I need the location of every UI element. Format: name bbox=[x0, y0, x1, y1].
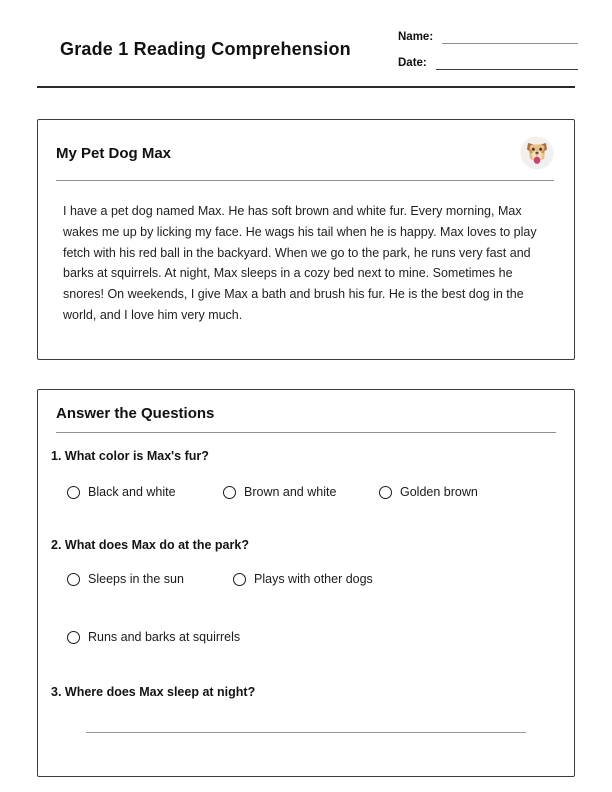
option-label: Golden brown bbox=[400, 485, 478, 499]
questions-title-divider bbox=[56, 432, 556, 433]
radio-circle-icon bbox=[67, 631, 80, 644]
date-label: Date: bbox=[398, 57, 427, 69]
option-label: Sleeps in the sun bbox=[88, 572, 184, 586]
header-divider bbox=[37, 86, 575, 88]
header bbox=[0, 0, 612, 70]
radio-option-q1-brown-and-white[interactable] bbox=[223, 485, 379, 499]
question-1-options bbox=[67, 485, 561, 499]
radio-circle-icon bbox=[67, 486, 80, 499]
option-label: Brown and white bbox=[244, 485, 337, 499]
passage-title: My Pet Dog Max bbox=[56, 144, 172, 162]
question-2-label: 2. What does Max do at the park? bbox=[51, 538, 249, 552]
name-row bbox=[398, 31, 578, 44]
question-3-label: 3. Where does Max sleep at night? bbox=[51, 685, 256, 699]
page-title: Grade 1 Reading Comprehension bbox=[60, 39, 351, 59]
radio-option-q2-runs-and-barks[interactable] bbox=[67, 630, 240, 644]
questions-section-title: Answer the Questions bbox=[56, 405, 215, 422]
option-label: Plays with other dogs bbox=[254, 572, 373, 586]
question-2-options-row-2 bbox=[67, 630, 561, 644]
question-3-answer-line[interactable] bbox=[86, 732, 526, 733]
name-label: Name: bbox=[398, 31, 434, 43]
radio-option-q1-black-and-white[interactable] bbox=[67, 485, 223, 499]
passage-text: I have a pet dog named Max. He has soft brown and white fur. Every morning, Max wakes me up by licking my face. He wags his tail when he is happy. Max loves to play fetch with his red ball in the backyard. When we go to the park, he runs very fast and barks at squirrels. At night, Max sleeps in a cozy bed next to mine. Sometimes he snores! On weekends, I give Max a bath and brush his fur. He is the best dog in the world, and I love him very much. bbox=[63, 204, 537, 322]
radio-circle-icon bbox=[67, 573, 80, 586]
question-2-options-row-1 bbox=[67, 572, 561, 586]
dog-face-icon bbox=[520, 136, 554, 170]
option-label: Black and white bbox=[88, 485, 176, 499]
name-date-block bbox=[398, 31, 578, 70]
radio-option-q2-plays-with-other-dogs[interactable] bbox=[233, 572, 373, 586]
passage-box bbox=[37, 119, 575, 360]
radio-circle-icon bbox=[379, 486, 392, 499]
option-label: Runs and barks at squirrels bbox=[88, 630, 241, 644]
questions-box bbox=[37, 389, 575, 777]
radio-option-q2-sleeps-in-the-sun[interactable] bbox=[67, 572, 233, 586]
passage-title-divider bbox=[56, 180, 554, 181]
radio-circle-icon bbox=[233, 573, 246, 586]
date-row bbox=[398, 57, 578, 70]
name-write-in-line[interactable] bbox=[442, 43, 578, 44]
radio-circle-icon bbox=[223, 486, 236, 499]
question-1-label: 1. What color is Max's fur? bbox=[51, 449, 209, 463]
passage-title-row bbox=[56, 136, 554, 170]
date-write-in-line[interactable] bbox=[436, 69, 578, 70]
radio-option-q1-golden-brown[interactable] bbox=[379, 485, 478, 499]
